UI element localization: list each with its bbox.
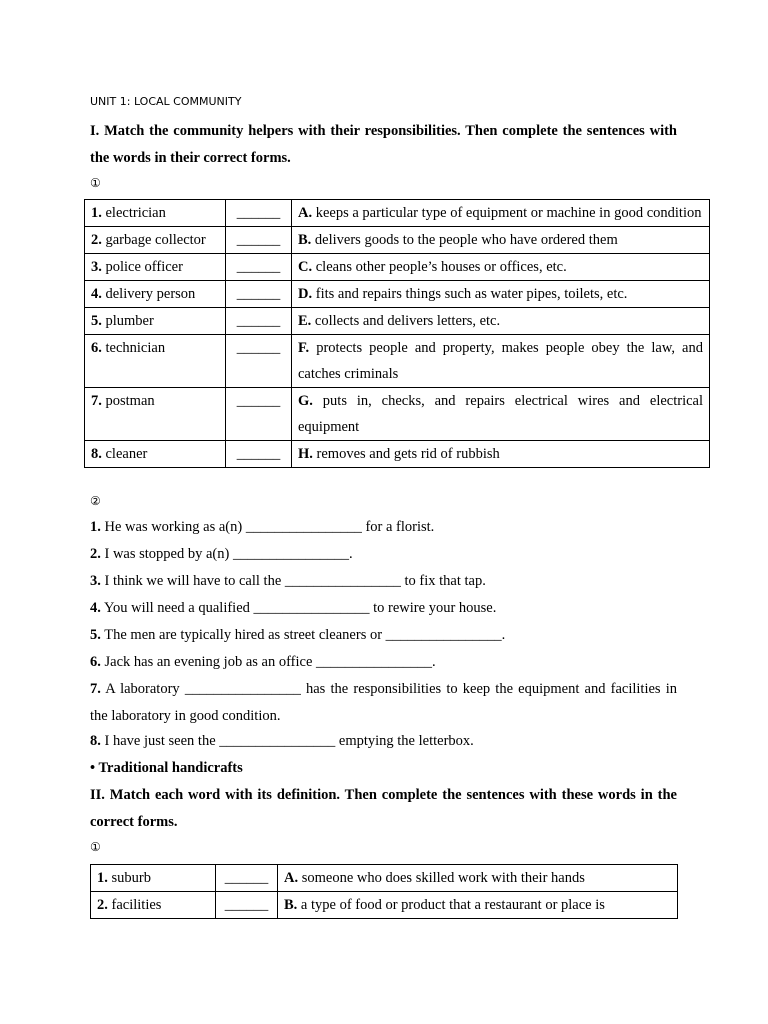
word-cell: 7. postman — [85, 388, 226, 441]
definition-cell: A. someone who does skilled work with their hands — [278, 865, 678, 892]
unit-title: UNIT 1: LOCAL COMMUNITY — [90, 95, 242, 108]
answer-blank: ______ — [226, 227, 292, 254]
table-row — [85, 335, 710, 388]
sentence-item: 2. I was stopped by a(n) ________________. — [90, 546, 353, 562]
word-cell: 1. suburb — [91, 865, 216, 892]
table-row — [91, 892, 678, 919]
word-cell: 1. electrician — [85, 200, 226, 227]
definition-cell: B. delivers goods to the people who have ordered them — [292, 227, 710, 254]
answer-blank: ______ — [216, 892, 278, 919]
definition-cell: F. protects people and property, makes people obey the law, and catches criminals — [292, 335, 710, 388]
circled-one-marker-2: ① — [90, 840, 101, 854]
answer-blank: ______ — [216, 865, 278, 892]
definition-cell: H. removes and gets rid of rubbish — [292, 441, 710, 468]
word-cell: 5. plumber — [85, 308, 226, 335]
matching-table-1 — [84, 199, 710, 468]
sentence-item: 6. Jack has an evening job as an office ________________. — [90, 654, 436, 670]
table-row — [85, 441, 710, 468]
answer-blank: ______ — [226, 200, 292, 227]
definition-cell: E. collects and delivers letters, etc. — [292, 308, 710, 335]
word-cell: 4. delivery person — [85, 281, 226, 308]
table-row — [85, 254, 710, 281]
definition-cell: A. keeps a particular type of equipment or machine in good condition — [292, 200, 710, 227]
sentence-item: 1. He was working as a(n) ________________ for a florist. — [90, 519, 435, 535]
table-row — [85, 200, 710, 227]
word-cell: 3. police officer — [85, 254, 226, 281]
definition-cell: B. a type of food or product that a restaurant or place is — [278, 892, 678, 919]
sentence-item: 8. I have just seen the ________________ emptying the letterbox. — [90, 733, 474, 749]
table-row — [85, 281, 710, 308]
circled-one-marker: ① — [90, 176, 101, 190]
matching-table-2 — [90, 864, 678, 919]
sentence-item: 5. The men are typically hired as street cleaners or ________________. — [90, 627, 506, 643]
section2-heading: II. Match each word with its definition. Then complete the sentences with these words in the correct forms. — [90, 787, 677, 830]
table-row — [85, 227, 710, 254]
table-row — [85, 388, 710, 441]
definition-cell: G. puts in, checks, and repairs electrical wires and electrical equipment — [292, 388, 710, 441]
subheading-traditional-handicrafts: • Traditional handicrafts — [90, 760, 243, 776]
word-cell: 2. garbage collector — [85, 227, 226, 254]
answer-blank: ______ — [226, 254, 292, 281]
table-row — [91, 865, 678, 892]
answer-blank: ______ — [226, 308, 292, 335]
word-cell: 8. cleaner — [85, 441, 226, 468]
definition-cell: D. fits and repairs things such as water pipes, toilets, etc. — [292, 281, 710, 308]
sentence-item: 7. A laboratory ________________ has the responsibilities to keep the equipment and facilities in the laboratory in good condition. — [90, 681, 678, 724]
answer-blank: ______ — [226, 281, 292, 308]
answer-blank: ______ — [226, 441, 292, 468]
sentence-item: 4. You will need a qualified ________________ to rewire your house. — [90, 600, 497, 616]
word-cell: 2. facilities — [91, 892, 216, 919]
word-cell: 6. technician — [85, 335, 226, 388]
answer-blank: ______ — [226, 335, 292, 388]
table-row — [85, 308, 710, 335]
section1-heading: I. Match the community helpers with their responsibilities. Then complete the sentences with the words in their correct forms. — [90, 123, 677, 166]
definition-cell: C. cleans other people’s houses or offices, etc. — [292, 254, 710, 281]
circled-two-marker: ② — [90, 494, 101, 508]
sentence-item: 3. I think we will have to call the ________________ to fix that tap. — [90, 573, 486, 589]
answer-blank: ______ — [226, 388, 292, 441]
